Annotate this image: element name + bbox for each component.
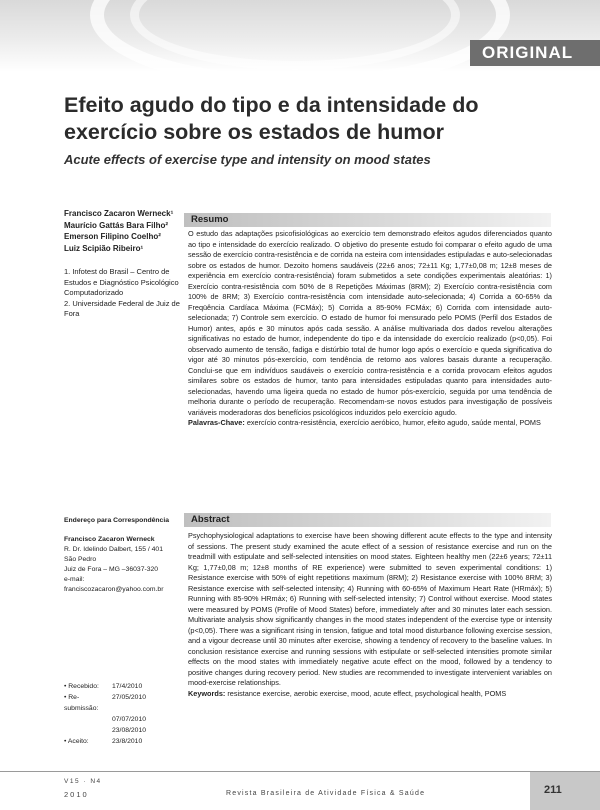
date-value: 27/05/2010 — [112, 694, 147, 701]
date-label — [64, 714, 112, 725]
article-title — [64, 92, 544, 146]
date-row — [64, 692, 184, 714]
section-tag: ORIGINAL — [470, 40, 600, 66]
date-label — [64, 725, 112, 736]
author-name: Maurício Gattás Bara Filho² — [64, 220, 169, 230]
date-label: • Aceito: — [64, 738, 89, 745]
resumo-body — [188, 229, 552, 429]
date-row — [64, 725, 184, 736]
date-value: 07/07/2010 — [112, 716, 147, 723]
author-name: Francisco Zacaron Werneck¹ — [64, 209, 174, 218]
date-value: 23/08/2010 — [112, 727, 147, 734]
author-name: Luiz Scipião Ribeiro¹ — [64, 243, 144, 253]
date-label: • Recebido: — [64, 683, 99, 690]
keywords-label: Keywords: — [188, 688, 226, 698]
footer-volume: V15 · N4 — [64, 778, 102, 785]
article-subtitle: Acute effects of exercise type and intensity on mood states — [64, 152, 431, 167]
title-line-2: exercício sobre os estados de humor — [64, 120, 444, 144]
abstract-body — [188, 531, 552, 699]
keywords-label: Palavras-Chave: — [188, 418, 245, 427]
abstract-keywords — [188, 689, 552, 700]
correspondence-name: Francisco Zacaron Werneck — [64, 536, 155, 543]
abstract-heading: Abstract — [184, 513, 551, 527]
date-label: • Re-submissão: — [64, 694, 99, 712]
correspondence-address: Juiz de Fora – MG –36037-320 — [64, 566, 159, 573]
affiliation: 1. Infotest do Brasil – Centro de Estudos e Diagnóstico Psicológico Computadorizado — [64, 267, 179, 297]
resumo-paragraph: O estudo das adaptações psicofisiológicas ao exercício tem demonstrado efeitos agudos diferenciados quanto ao tipo e intensidade do exercício realizado. O objetivo do presente estudo foi comparar o efeito agudo de uma sessão de exercício contra-resistência e de corrida na esteira com intensidades estipuladas e auto-selecionadas sobre os estados de humor. Dezoito homens saudáveis (22±6 anos; 72±11 Kg; 1,77±0,08 m; 12±8 meses de experiência em exercício contra-resistência) foram submetidos a sete condições experimentais aleatórias: 1) Exercício contra-resistência com 50% de 8 Repetições Máximas (8RM); 2) Exercício contra-resistência com 100% de 8RM; 3) Exercício contra-resistência com intensidade auto-selecionada; 4) Corrida a 60-65% da Freqüência Cardíaca Máxima (FCMáx); 5) Corrida a 85-90% FCMáx; 6) Corrida com intensidade auto-selecionada; 7) Controle sem exercício. O estado de humor foi mensurado pelo POMS (Perfil dos Estados de Humor) antes, após e 30 minutos após cada sessão. A análise multivariada dos dados revelou alterações significativas no estado de humor, independente do tipo e da intensidade do exercício realizado (p<0,05). Foi observado aumento de tensão, fadiga e distúrbio total de humor logo após o exercício e queda significativa do vigor até 30 minutos pós-exercício, com tendência de retorno aos valores basais durante a recuperação. Conclui-se que em indivíduos saudáveis o exercício contra-resistência e a corrida provocam efeitos agudos similares sobre os estados de humor, tanto para intensidades estipuladas quanto para intensidades auto-selecionadas, havendo uma ligeira queda no estado de humor pós-exercício, seguida por uma tendência de melhoria durante o período de recuperação. Recomendam-se novos estudos para investigação de possíveis variáveis moderadoras dos benefícios psicológicos induzidos pelo exercício agudo. — [188, 229, 552, 417]
date-row — [64, 714, 184, 725]
correspondence-email[interactable]: e-mail: franciscozacaron@yahoo.com.br — [64, 576, 164, 593]
author-name: Emerson Filipino Coelho² — [64, 232, 161, 241]
footer-year: 2010 — [64, 790, 89, 799]
date-value: 23/8/2010 — [112, 738, 143, 745]
page-number: 211 — [530, 772, 600, 810]
abstract-paragraph: Psychophysiological adaptations to exercise have been showing different acute effects to the type and intensity of sessions. The present study examined the acute effect of a session of resistance exercise and run on the treadmill with estipulate and self-selected intensities on mood states. Eighteen healthy men (22±6 years; 72±11 Kg; 1,77±0,08 m; 12±8 months of RE experience) were submitted to seven experimental conditions: 1) Resistance exercise with 50% of eight repetitions maximum (8RM); 2) Resistance exercise with 100% 8RM; 3) Resistance exercise with self-selected intensity; 4) Running with 60-65% of Maximum Heart Rate (HRmáx); 5) Running with 85-90% HRmáx; 6) Running with self-selected intensity; 7) Control without exercise. Mood states were measured by POMS (Profile of Mood States) before, immediately after and 30 minutes later each session. Multivariate analysis show significantly changes in the mood states independent of the exercise type or intensity (p<0,05). There was a significant rising in tension, fatigue and total mood disturbance following exercise session, and a vigour decrease until 30 minutes after exercise, showing a tendency of recovery to the baseline values. In conclusion resistance exercise and running sessions with estipulate or self-selected intensities promote similar effects on the mood states with immediately negative acute effect on the mood, followed by a tendency to positive changes during recovery period. New studies are recommended to investigate intervenient variables on mood-exercise relationships. — [188, 531, 552, 687]
author-list — [64, 208, 184, 254]
date-row — [64, 736, 184, 747]
footer-divider — [0, 771, 600, 772]
correspondence-address: São Pedro — [64, 556, 97, 563]
correspondence-address: R. Dr. Idelindo Dalbert, 155 / 401 — [64, 546, 163, 553]
date-row — [64, 681, 184, 692]
resumo-heading: Resumo — [184, 213, 551, 227]
keywords-text: resistance exercise, aerobic exercise, mood, acute effect, psychological health, POMS — [225, 688, 507, 698]
title-line-1: Efeito agudo do tipo e da intensidade do — [64, 93, 479, 117]
affiliation: 2. Universidade Federal de Juiz de Fora — [64, 298, 180, 318]
date-value: 17/4/2010 — [112, 683, 143, 690]
correspondence-block — [64, 516, 184, 595]
submission-dates — [64, 681, 184, 747]
affiliation-list — [64, 267, 184, 320]
keywords-text: exercício contra-resistência, exercício aeróbico, humor, efeito agudo, saúde mental, POMS — [244, 418, 541, 427]
footer-journal: Revista Brasileira de Atividade Física & Saúde — [226, 790, 426, 797]
correspondence-title: Endereço para Correspondência — [64, 517, 170, 524]
resumo-keywords — [188, 418, 552, 429]
